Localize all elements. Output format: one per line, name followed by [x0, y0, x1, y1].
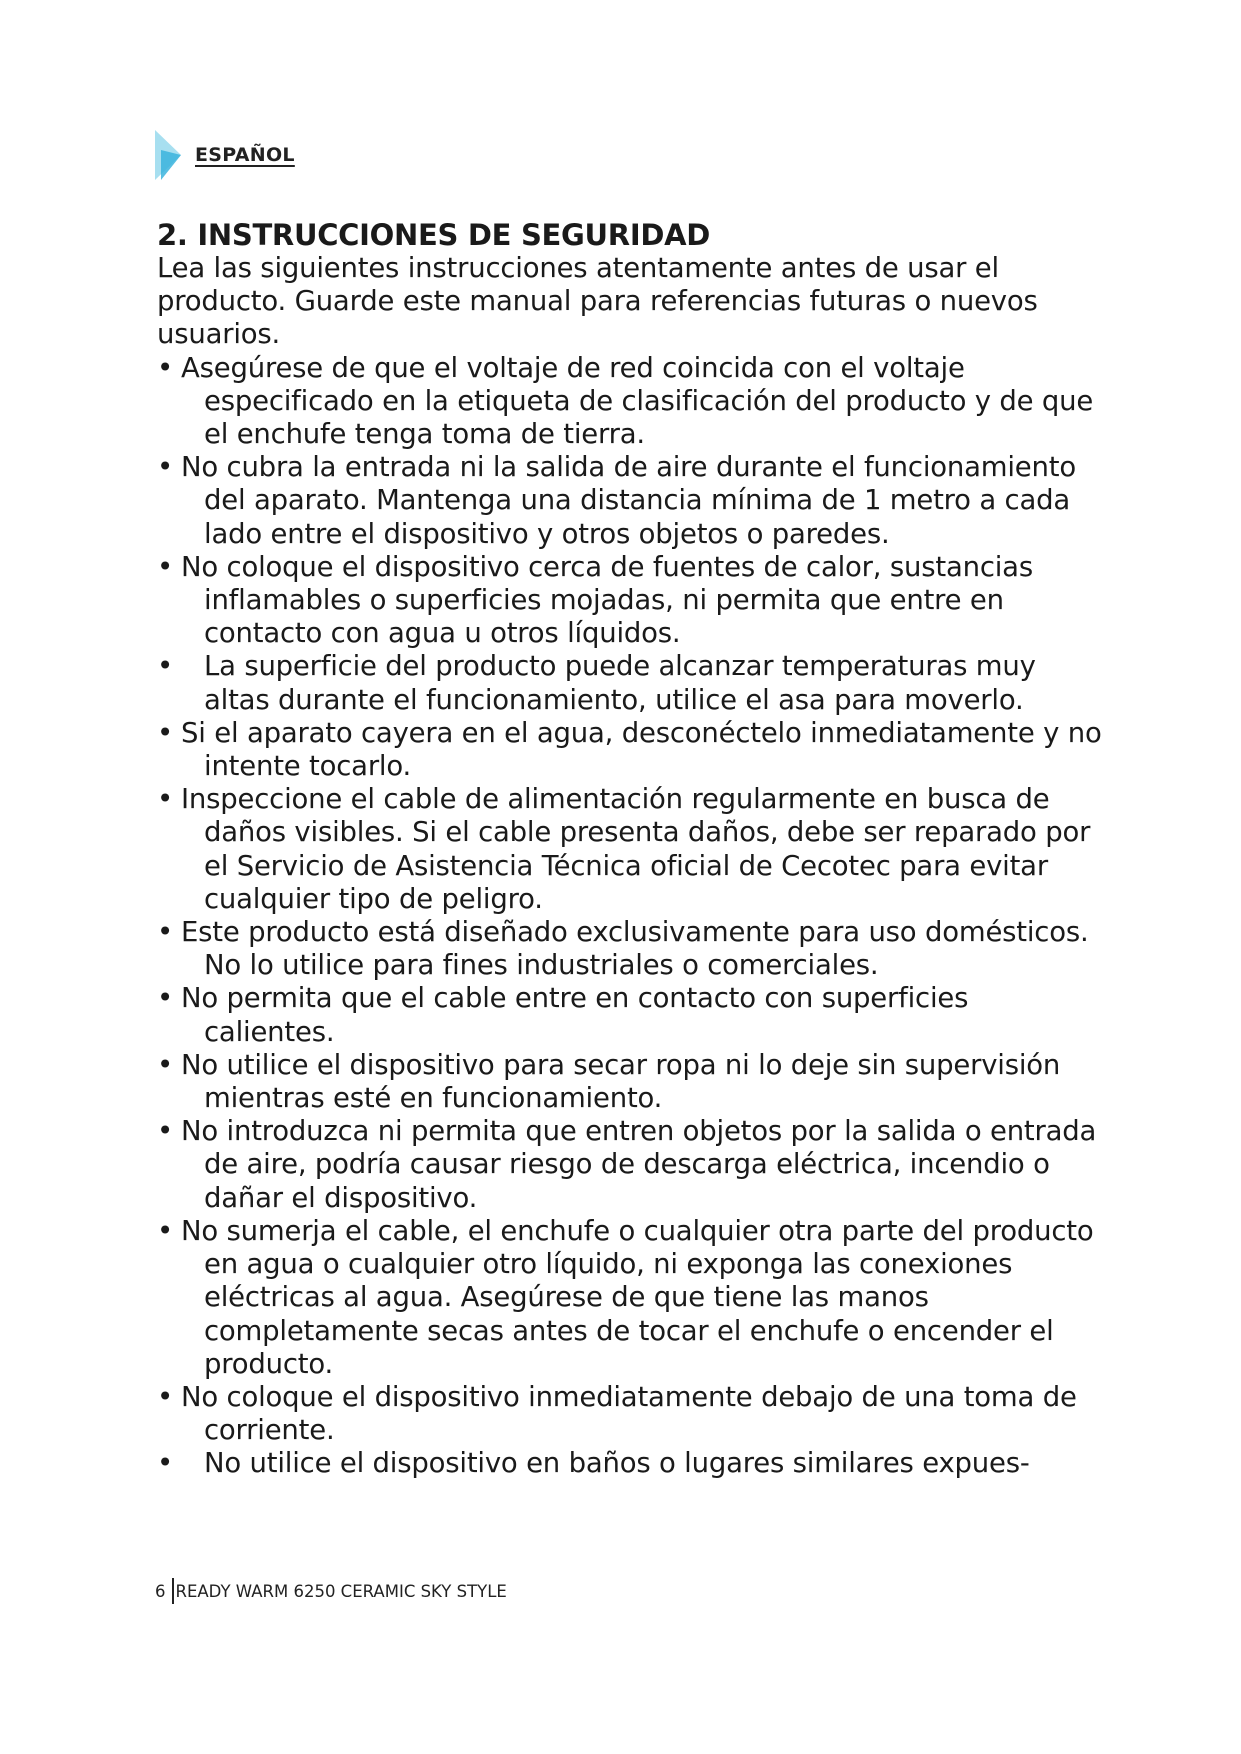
bullet-icon: • — [157, 1447, 174, 1480]
safety-rules-list — [157, 352, 1107, 1481]
safety-rule: • No utilice el dispositivo en baños o lugares similares expues- — [157, 1447, 1030, 1480]
language-label: ESPAÑOL — [195, 144, 295, 166]
bullet-icon: • — [157, 916, 174, 949]
safety-rule: • La superficie del producto puede alcanzar temperaturas muy altas durante el funcionamiento, utilice el asa para moverlo. — [157, 650, 1036, 716]
language-marker-icon — [155, 130, 181, 180]
safety-rule: • No coloque el dispositivo inmediatamente debajo de una toma de corriente. — [157, 1380, 1077, 1447]
safety-rule: • No cubra la entrada ni la salida de aire durante el funcionamiento del aparato. Mantenga una distancia mínima de 1 metro a cada lado entre el dispositivo y otros objetos o paredes. — [157, 451, 1076, 550]
bullet-icon: • — [157, 982, 174, 1015]
section-title: 2. INSTRUCCIONES DE SEGURIDAD — [157, 218, 711, 252]
bullet-icon: • — [157, 650, 174, 683]
bullet-icon: • — [157, 716, 174, 749]
safety-rule: • No utilice el dispositivo para secar ropa ni lo deje sin supervisión mientras esté en funcionamiento. — [157, 1048, 1061, 1115]
safety-rule: • No sumerja el cable, el enchufe o cualquier otra parte del producto en agua o cualquier otro líquido, ni exponga las conexiones eléctricas al agua. Asegúrese de que tiene las manos completamente secas antes de tocar el enchufe o encender el producto. — [157, 1214, 1094, 1380]
language-header — [155, 130, 295, 180]
safety-rule: • No permita que el cable entre en contacto con superficies calientes. — [157, 982, 969, 1048]
footer-separator — [172, 1578, 174, 1604]
safety-rule: • Si el aparato cayera en el agua, desconéctelo inmediatamente y no intente tocarlo. — [157, 716, 1102, 783]
safety-rule: • Este producto está diseñado exclusivamente para uso domésticos. No lo utilice para fines industriales o comerciales. — [157, 916, 1089, 982]
page-footer — [155, 1578, 507, 1604]
bullet-icon: • — [157, 783, 174, 816]
bullet-icon: • — [157, 351, 174, 384]
page-number: 6 — [155, 1581, 166, 1601]
safety-instructions-section — [157, 218, 1107, 1481]
bullet-icon: • — [157, 1214, 174, 1247]
bullet-icon: • — [157, 451, 174, 484]
safety-rule: • No introduzca ni permita que entren objetos por la salida o entrada de aire, podría causar riesgo de descarga eléctrica, incendio o dañar el dispositivo. — [157, 1115, 1097, 1214]
safety-rule: • Inspeccione el cable de alimentación regularmente en busca de daños visibles. Si el cable presenta daños, debe ser reparado por el Servicio de Asistencia Técnica oficial de Cecotec para evitar cualquier tipo de peligro. — [157, 783, 1091, 915]
bullet-icon: • — [157, 550, 174, 583]
safety-rule: • Asegúrese de que el voltaje de red coincida con el voltaje especificado en la etiqueta de clasificación del producto y de que el enchufe tenga toma de tierra. — [157, 351, 1094, 451]
bullet-icon: • — [157, 1115, 174, 1148]
product-name: READY WARM 6250 CERAMIC SKY STYLE — [175, 1581, 507, 1601]
bullet-icon: • — [157, 1048, 174, 1081]
section-intro: Lea las siguientes instrucciones atentamente antes de usar el producto. Guarde este manual para referencias futuras o nuevos usuarios. — [157, 252, 1038, 351]
safety-rule: • No coloque el dispositivo cerca de fuentes de calor, sustancias inflamables o superficies mojadas, ni permita que entre en contacto con agua u otros líquidos. — [157, 550, 1033, 650]
bullet-icon: • — [157, 1380, 174, 1413]
